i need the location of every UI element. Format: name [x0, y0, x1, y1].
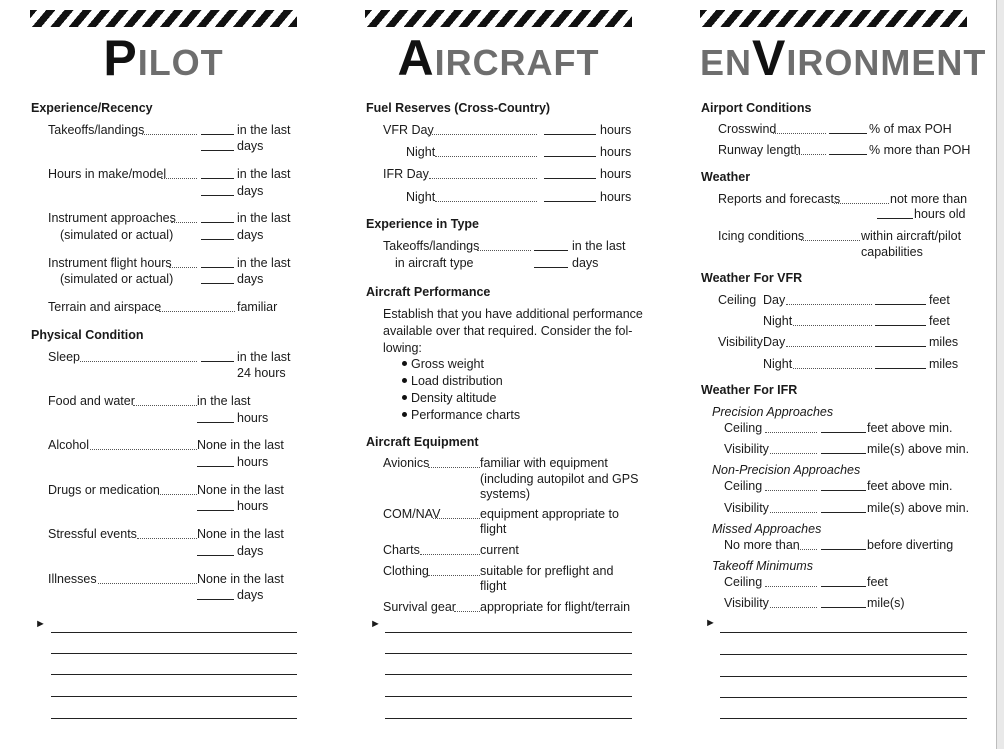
visibility-label: Visibility [718, 335, 763, 349]
leader-dots [158, 494, 197, 495]
ifr-day-label: IFR Day [383, 167, 429, 181]
leader-dots [161, 178, 197, 179]
ifr-day-unit: hours [600, 167, 632, 181]
alcohol-label: Alcohol [48, 438, 89, 452]
physical-heading: Physical Condition [31, 328, 144, 342]
icing-label: Icing conditions [718, 229, 805, 243]
note-line[interactable] [385, 653, 632, 654]
leader-dots [80, 361, 197, 362]
type-count-field[interactable] [534, 250, 568, 251]
comnav-value: flight [480, 522, 507, 536]
perf-text: lowing: [383, 341, 422, 355]
ill-days-field[interactable] [197, 599, 234, 600]
note-line[interactable] [51, 674, 297, 675]
ceiling-day-field[interactable] [875, 304, 926, 305]
leader-dots [427, 134, 537, 135]
takeoffs-tail: in the last [237, 123, 291, 137]
runway-label: Runway length [718, 143, 801, 157]
environment-column [700, 0, 987, 749]
aircraft-column [365, 0, 643, 749]
note-line[interactable] [720, 697, 967, 698]
type-days-field[interactable] [534, 267, 568, 268]
avionics-value: (including autopilot and GPS [480, 472, 639, 486]
leader-dots [169, 267, 197, 268]
sleep-unit: 24 hours [237, 366, 286, 380]
make-tail: in the last [237, 167, 291, 181]
type-label: Takeoffs/landings [383, 239, 480, 253]
vfr-night-field[interactable] [544, 156, 596, 157]
precision-heading: Precision Approaches [712, 405, 834, 419]
hazard-stripe [365, 10, 632, 27]
aircraft-title [365, 30, 632, 87]
flight-unit: days [237, 272, 264, 286]
type-heading: Experience in Type [366, 217, 480, 231]
leader-dots [770, 607, 817, 608]
charts-value: current [480, 543, 519, 557]
pilot-column [30, 0, 300, 749]
to-vis-unit: mile(s) [867, 596, 905, 610]
bullet-item: Load distribution [411, 374, 503, 388]
approach-tail: in the last [237, 211, 291, 225]
approach-label: Instrument approaches [48, 211, 176, 225]
leader-dots [433, 518, 480, 519]
vfr-day-label: VFR Day [383, 123, 434, 137]
bullet-icon [402, 395, 407, 400]
note-line[interactable] [385, 718, 632, 719]
approach-unit: days [237, 228, 264, 242]
missed-heading: Missed Approaches [712, 522, 822, 536]
leader-dots [765, 586, 817, 587]
clothing-value: flight [480, 579, 507, 593]
missed-unit: before diverting [867, 538, 954, 552]
terrain-value: familiar [237, 300, 278, 314]
ceiling-day-label: Day [763, 293, 786, 307]
sleep-hours-field[interactable] [201, 361, 234, 362]
approach-days-field[interactable] [201, 239, 234, 240]
airport-heading: Airport Conditions [701, 101, 812, 115]
crosswind-field[interactable] [829, 133, 867, 134]
alcohol-value: None in the last [197, 438, 284, 452]
missed-field[interactable] [821, 549, 866, 550]
bullet-icon [402, 378, 407, 383]
fuel-heading: Fuel Reserves (Cross-Country) [366, 101, 551, 115]
leader-dots [429, 178, 537, 179]
to-ceiling-field[interactable] [821, 586, 866, 587]
drugs-label: Drugs or medication [48, 483, 160, 497]
note-line[interactable] [385, 674, 632, 675]
leader-dots [477, 250, 531, 251]
avionics-value: systems) [480, 487, 530, 501]
food-label: Food and water [48, 394, 135, 408]
stress-unit: days [237, 544, 264, 558]
note-line[interactable] [51, 632, 297, 633]
takeoffs-count-field[interactable] [201, 134, 234, 135]
arrow-icon: ► [705, 617, 716, 629]
title-initial: A [397, 30, 435, 86]
runway-field[interactable] [829, 154, 867, 155]
approach-count-field[interactable] [201, 222, 234, 223]
leader-dots [435, 156, 537, 157]
leader-dots [773, 133, 826, 134]
to-vis-field[interactable] [821, 607, 866, 608]
title-pre: EN [700, 42, 753, 83]
drugs-hours-field[interactable] [197, 510, 234, 511]
clothing-label: Clothing [383, 564, 429, 578]
leader-dots [786, 346, 872, 347]
bullet-item: Performance charts [411, 408, 521, 422]
clothing-value: suitable for preflight and [480, 564, 614, 578]
make-hours-field[interactable] [201, 178, 234, 179]
visibility-night-unit: miles [929, 357, 959, 371]
food-hours-field[interactable] [197, 422, 234, 423]
nonprec-ceiling-label: Ceiling [724, 479, 763, 493]
note-line[interactable] [51, 718, 297, 719]
title-initial: P [103, 30, 138, 86]
leader-dots [420, 554, 480, 555]
ceiling-night-label: Night [763, 314, 793, 328]
comnav-label: COM/NAV [383, 507, 441, 521]
bullet-icon [402, 412, 407, 417]
nonprec-vis-label: Visibility [724, 501, 769, 515]
leader-dots [133, 405, 197, 406]
to-ceiling-label: Ceiling [724, 575, 763, 589]
avionics-label: Avionics [383, 456, 430, 470]
prec-ceiling-unit: feet above min. [867, 421, 953, 435]
reports-unit: hours old [914, 207, 966, 221]
survival-value: appropriate for flight/terrain [480, 600, 631, 614]
survival-label: Survival gear [383, 600, 456, 614]
leader-dots [428, 575, 480, 576]
leader-dots [798, 549, 817, 550]
sleep-tail: in the last [237, 350, 291, 364]
to-vis-label: Visibility [724, 596, 769, 610]
environment-title [700, 30, 987, 87]
stress-label: Stressful events [48, 527, 137, 541]
flight-days-field[interactable] [201, 283, 234, 284]
note-line[interactable] [385, 632, 632, 633]
prec-vis-label: Visibility [724, 442, 769, 456]
perf-text: available over that required. Consider the fol- [383, 324, 633, 338]
comnav-value: equipment appropriate to [480, 507, 619, 521]
prec-ceiling-field[interactable] [821, 432, 866, 433]
bullet-item: Density altitude [411, 391, 497, 405]
vfr-day-field[interactable] [544, 134, 596, 135]
leader-dots [159, 311, 235, 312]
stress-days-field[interactable] [197, 555, 234, 556]
leader-dots [137, 538, 197, 539]
leader-dots [770, 512, 817, 513]
leader-dots [765, 432, 817, 433]
weather-heading: Weather [701, 170, 751, 184]
leader-dots [801, 240, 860, 241]
leader-dots [454, 611, 480, 612]
icing-value: capabilities [861, 245, 923, 259]
runway-unit: % more than POH [869, 143, 971, 157]
hazard-stripe [700, 10, 967, 27]
make-label: Hours in make/model [48, 167, 167, 181]
takeoffs-label: Takeoffs/landings [48, 123, 145, 137]
flight-tail: in the last [237, 256, 291, 270]
vfr-night-label: Night [406, 145, 436, 159]
nonprec-heading: Non-Precision Approaches [712, 463, 861, 477]
visibility-night-field[interactable] [875, 368, 926, 369]
ceiling-label: Ceiling [718, 293, 757, 307]
takeoffs-days-field[interactable] [201, 150, 234, 151]
approach-sub: (simulated or actual) [60, 228, 174, 242]
ifr-night-label: Night [406, 190, 436, 204]
leader-dots [796, 154, 826, 155]
prec-vis-field[interactable] [821, 453, 866, 454]
leader-dots [428, 467, 480, 468]
drugs-value: None in the last [197, 483, 284, 497]
charts-label: Charts [383, 543, 420, 557]
drugs-unit: hours [237, 499, 269, 513]
leader-dots [793, 325, 872, 326]
crosswind-label: Crosswind [718, 122, 777, 136]
make-unit: days [237, 184, 264, 198]
leader-dots [90, 449, 197, 450]
prec-vis-unit: mile(s) above min. [867, 442, 970, 456]
vfr-day-unit: hours [600, 123, 632, 137]
visibility-day-label: Day [763, 335, 786, 349]
alcohol-hours-field[interactable] [197, 466, 234, 467]
note-line[interactable] [720, 676, 967, 677]
title-rest: IRONMENT [786, 42, 987, 83]
type-tail: in the last [572, 239, 626, 253]
title-rest: IRCRAFT [434, 42, 600, 83]
note-line[interactable] [720, 654, 967, 655]
type-unit: days [572, 256, 599, 270]
leader-dots [435, 201, 537, 202]
to-ceiling-unit: feet [867, 575, 888, 589]
note-line[interactable] [385, 696, 632, 697]
ceiling-night-unit: feet [929, 314, 950, 328]
prec-ceiling-label: Ceiling [724, 421, 763, 435]
reports-value: not more than [890, 192, 968, 206]
ifr-night-unit: hours [600, 190, 632, 204]
perf-text: Establish that you have additional performance [383, 307, 643, 321]
alcohol-unit: hours [237, 455, 269, 469]
ifr-heading: Weather For IFR [701, 383, 798, 397]
bullet-item: Gross weight [411, 357, 484, 371]
terrain-label: Terrain and airspace [48, 300, 162, 314]
nonprec-vis-field[interactable] [821, 512, 866, 513]
make-days-field[interactable] [201, 195, 234, 196]
reports-label: Reports and forecasts [718, 192, 841, 206]
pilot-title [30, 30, 297, 87]
note-line[interactable] [720, 632, 967, 633]
nonprec-ceiling-field[interactable] [821, 490, 866, 491]
nonprec-ceiling-unit: feet above min. [867, 479, 953, 493]
leader-dots [98, 583, 197, 584]
bullet-icon [402, 361, 407, 366]
title-initial: V [752, 30, 787, 86]
vfr-heading: Weather For VFR [701, 271, 803, 285]
page-edge [996, 0, 1004, 749]
reports-hours-field[interactable] [877, 218, 913, 219]
ifr-night-field[interactable] [544, 201, 596, 202]
takeoff-heading: Takeoff Minimums [712, 559, 813, 573]
ill-value: None in the last [197, 572, 284, 586]
note-line[interactable] [720, 718, 967, 719]
experience-heading: Experience/Recency [31, 101, 153, 115]
sleep-label: Sleep [48, 350, 80, 364]
visibility-night-label: Night [763, 357, 793, 371]
arrow-icon: ► [35, 618, 46, 630]
stress-value: None in the last [197, 527, 284, 541]
nonprec-vis-unit: mile(s) above min. [867, 501, 970, 515]
ifr-day-field[interactable] [544, 178, 596, 179]
note-line[interactable] [51, 653, 297, 654]
visibility-day-unit: miles [929, 335, 959, 349]
arrow-icon: ► [370, 618, 381, 630]
food-value: in the last [197, 394, 251, 408]
hazard-stripe [30, 10, 297, 27]
vfr-night-unit: hours [600, 145, 632, 159]
takeoffs-unit: days [237, 139, 264, 153]
crosswind-unit: % of max POH [869, 122, 952, 136]
perf-heading: Aircraft Performance [366, 285, 491, 299]
flight-label: Instrument flight hours [48, 256, 172, 270]
leader-dots [770, 453, 817, 454]
flight-hours-field[interactable] [201, 267, 234, 268]
equip-heading: Aircraft Equipment [366, 435, 479, 449]
flight-sub: (simulated or actual) [60, 272, 174, 286]
leader-dots [142, 134, 197, 135]
leader-dots [793, 368, 872, 369]
note-line[interactable] [51, 696, 297, 697]
food-unit: hours [237, 411, 269, 425]
leader-dots [171, 222, 197, 223]
ceiling-day-unit: feet [929, 293, 950, 307]
missed-label: No more than [724, 538, 800, 552]
ceiling-night-field[interactable] [875, 325, 926, 326]
leader-dots [765, 490, 817, 491]
ill-unit: days [237, 588, 264, 602]
ill-label: Illnesses [48, 572, 97, 586]
avionics-value: familiar with equipment [480, 456, 608, 470]
leader-dots [786, 304, 872, 305]
visibility-day-field[interactable] [875, 346, 926, 347]
type-sub: in aircraft type [395, 256, 474, 270]
title-rest: ILOT [137, 42, 224, 83]
leader-dots [834, 203, 889, 204]
icing-value: within aircraft/pilot [861, 229, 962, 243]
